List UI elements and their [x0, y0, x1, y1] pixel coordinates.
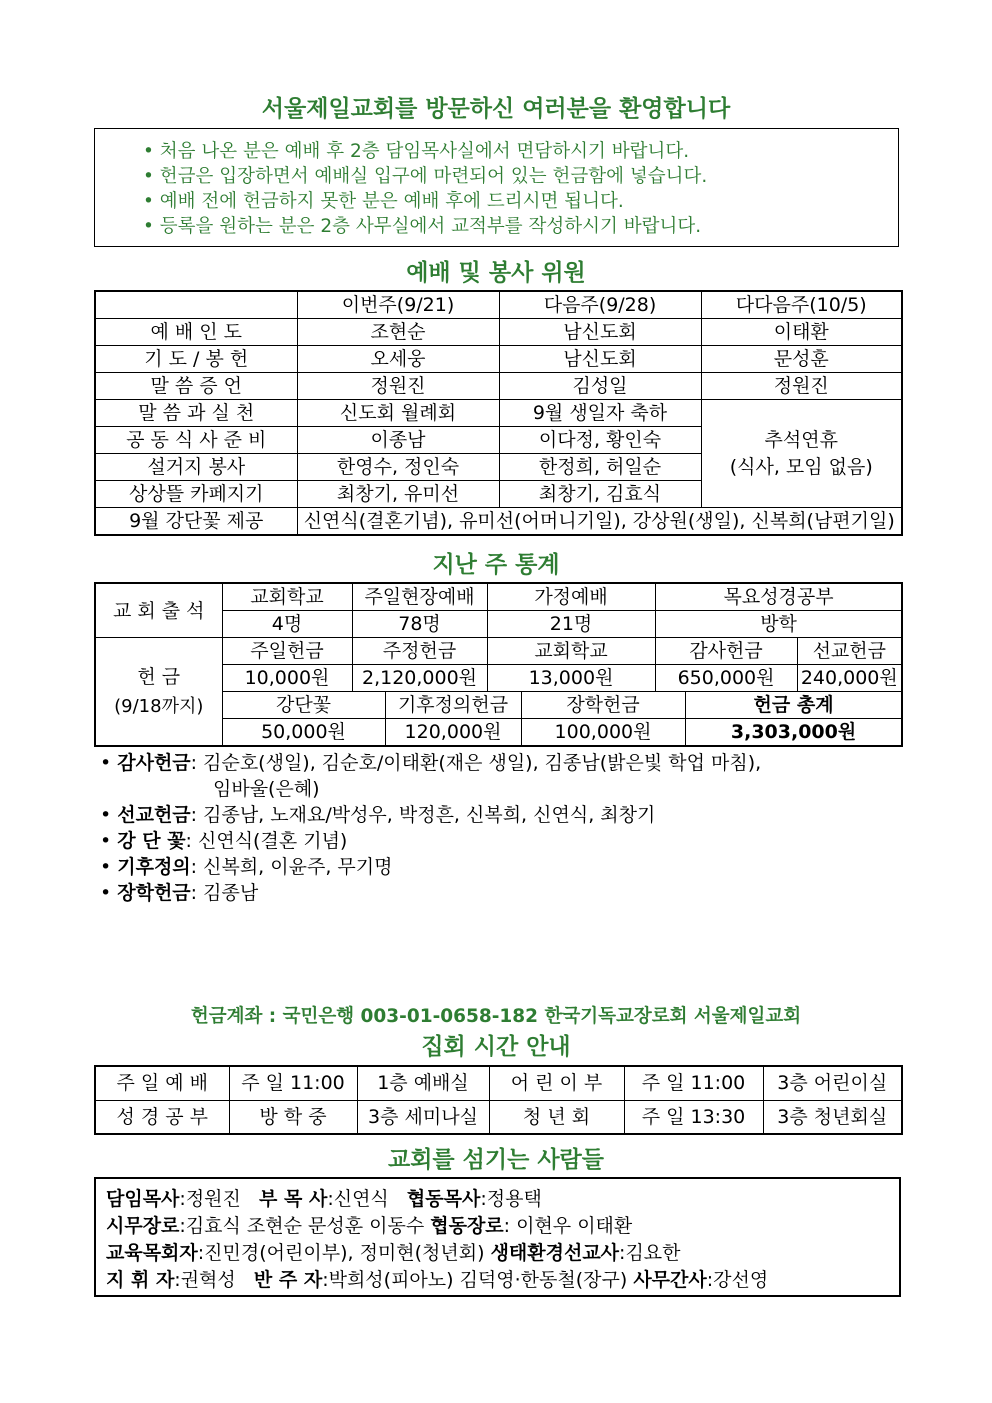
- service-cell: 최창기, 유미선: [297, 481, 499, 508]
- offering-value: 650,000원: [655, 665, 797, 692]
- meeting-cell: 성 경 공 부: [95, 1100, 229, 1134]
- offering-value: 100,000원: [521, 719, 685, 747]
- service-role: 말 씀 과 실 천: [95, 400, 297, 427]
- offering-header: 강단꽃: [222, 692, 385, 719]
- flower-providers: 신연식(결혼기념), 유미선(어머니기일), 강상원(생일), 신복희(남편기일): [297, 508, 902, 536]
- table-row: [95, 583, 902, 611]
- staff-names: :권혁성: [174, 1269, 254, 1291]
- meeting-cell: 방 학 중: [229, 1100, 357, 1134]
- welcome-item: • 처음 나온 분은 예배 후 2층 담임목사실에서 면담하시기 바랍니다.: [143, 139, 898, 164]
- donor-names: : 김순호(생일), 김순호/이태환(재은 생일), 김종남(밝은빛 학업 마침),: [190, 752, 762, 774]
- offering-header: 선교헌금: [797, 638, 902, 665]
- staff-names: :정용택: [480, 1188, 542, 1210]
- service-header-row: [95, 291, 902, 319]
- staff-role: 생태환경선교사: [490, 1242, 620, 1264]
- table-row: [95, 1066, 902, 1100]
- service-cell: 이종남: [297, 427, 499, 454]
- attendance-header: 주일현장예배: [352, 583, 487, 611]
- attendance-value: 방학: [655, 611, 902, 638]
- staff-line: [106, 1267, 889, 1294]
- service-header-cell: 이번주(9/21): [297, 291, 499, 319]
- attendance-value: 4명: [222, 611, 352, 638]
- offering-value: 50,000원: [222, 719, 385, 747]
- staff-title: 교회를 섬기는 사람들: [388, 1147, 604, 1173]
- offering-value: 2,120,000원: [352, 665, 487, 692]
- service-cell: 문성훈: [701, 346, 902, 373]
- holiday-note-line: 추석연휴: [764, 428, 838, 451]
- attendance-header: 교회학교: [222, 583, 352, 611]
- staff-line: [106, 1213, 889, 1240]
- service-header-cell: 다다음주(10/5): [701, 291, 902, 319]
- service-cell: 이다정, 황인숙: [499, 427, 701, 454]
- table-row: [95, 346, 902, 373]
- service-cell: 이태환: [701, 319, 902, 346]
- offering-value: 240,000원: [797, 665, 902, 692]
- staff-role: 반 주 자: [253, 1269, 323, 1291]
- attendance-label: 교 회 출 석: [95, 583, 222, 638]
- welcome-item: • 헌금은 입장하면서 예배실 입구에 마련되어 있는 헌금함에 넣습니다.: [143, 164, 898, 189]
- list-item-continued: [100, 776, 900, 802]
- attendance-header: 가정예배: [487, 583, 655, 611]
- meeting-cell: 1층 예배실: [357, 1066, 489, 1100]
- list-item: • 기후정의: 신복희, 이윤주, 무기명: [100, 856, 393, 878]
- offering-value: 10,000원: [222, 665, 352, 692]
- offering-header: 주일헌금: [222, 638, 352, 665]
- staff-names: :김요한: [619, 1242, 681, 1264]
- donor-list: [100, 750, 900, 906]
- meeting-cell: 주 일 11:00: [624, 1066, 763, 1100]
- offering-total-value: 3,303,000원: [685, 719, 902, 747]
- offering-label: [95, 638, 222, 747]
- donor-names: : 신연식(결혼 기념): [185, 830, 348, 852]
- service-cell: 최창기, 김효식: [499, 481, 701, 508]
- service-cell: 한영수, 정인숙: [297, 454, 499, 481]
- donor-label: 선교헌금: [117, 804, 191, 826]
- donor-names: : 김종남: [190, 882, 259, 904]
- service-role: 기 도 / 봉 헌: [95, 346, 297, 373]
- staff-role: 지 휘 자: [106, 1269, 175, 1291]
- offering-account: 헌금계좌 : 국민은행 003-01-0658-182 한국기독교장로회 서울제일교회: [190, 1006, 802, 1027]
- service-cell: 남신도회: [499, 319, 701, 346]
- service-role: 설거지 봉사: [95, 454, 297, 481]
- holiday-note-line: (식사, 모임 없음): [729, 455, 873, 478]
- staff-names: :강선영: [706, 1269, 769, 1291]
- staff-line: [106, 1240, 889, 1267]
- service-cell: 오세웅: [297, 346, 499, 373]
- table-row: [95, 373, 902, 400]
- service-header-cell: 다음주(9/28): [499, 291, 701, 319]
- meeting-cell: 청 년 회: [489, 1100, 624, 1134]
- list-item: • 감사헌금: 김순호(생일), 김순호/이태환(재은 생일), 김종남(밝은빛 학업 마침),: [100, 752, 762, 774]
- welcome-title: 서울제일교회를 방문하신 여러분을 환영합니다: [261, 96, 731, 122]
- service-cell: 조현순: [297, 319, 499, 346]
- service-role: 공 동 식 사 준 비: [95, 427, 297, 454]
- offering-value: 13,000원: [487, 665, 655, 692]
- meeting-cell: 3층 어린이실: [763, 1066, 902, 1100]
- staff-names: :진민경(어린이부), 정미현(청년회): [197, 1242, 491, 1264]
- donor-label: 감사헌금: [117, 752, 191, 774]
- table-row: [95, 508, 902, 536]
- staff-role: 협동장로: [430, 1215, 504, 1237]
- donor-label: 기후정의: [117, 856, 191, 878]
- donor-names: : 김종남, 노재요/박성우, 박정흔, 신복희, 신연식, 최창기: [190, 804, 656, 826]
- meetings-title: 집회 시간 안내: [421, 1034, 571, 1060]
- service-role: 상상뜰 카페지기: [95, 481, 297, 508]
- welcome-item: • 예배 전에 헌금하지 못한 분은 예배 후에 드리시면 됩니다.: [143, 189, 898, 214]
- service-table: [94, 290, 903, 536]
- service-title: 예배 및 봉사 위원: [406, 260, 586, 286]
- offering-header: 교회학교: [487, 638, 655, 665]
- meetings-table: [94, 1065, 903, 1135]
- table-row: [95, 1100, 902, 1134]
- staff-role: 협동목사: [406, 1188, 481, 1210]
- holiday-note: [701, 400, 902, 508]
- service-role: 말 씀 증 언: [95, 373, 297, 400]
- meeting-cell: 주 일 예 배: [95, 1066, 229, 1100]
- staff-names: :신연식: [327, 1188, 407, 1210]
- offering-period: (9/18까지): [114, 695, 204, 717]
- offering-header: 기후정의헌금: [385, 692, 521, 719]
- list-item: • 강 단 꽃: 신연식(결혼 기념): [100, 830, 348, 852]
- service-cell: 정원진: [297, 373, 499, 400]
- offering-value: 120,000원: [385, 719, 521, 747]
- staff-role: 부 목 사: [259, 1188, 328, 1210]
- welcome-list: [95, 129, 898, 239]
- donor-names: 임바울(은혜): [213, 778, 320, 800]
- stats-title: 지난 주 통계: [432, 552, 560, 578]
- staff-role: 시무장로: [106, 1215, 180, 1237]
- service-cell: 9월 생일자 축하: [499, 400, 701, 427]
- offering-label-text: 헌 금: [137, 665, 181, 688]
- offering-total-header: 헌금 총계: [685, 692, 902, 719]
- service-role: 예 배 인 도: [95, 319, 297, 346]
- offering-header: 장학헌금: [521, 692, 685, 719]
- staff-names: :김효식 조현순 문성훈 이동수: [179, 1215, 431, 1237]
- staff-role: 교육목회자: [106, 1242, 198, 1264]
- staff-line: [106, 1186, 889, 1213]
- staff-role: 사무간사: [633, 1269, 707, 1291]
- staff-names: :박희성(피아노) 김덕영·한동철(장구): [322, 1269, 634, 1291]
- service-cell: 김성일: [499, 373, 701, 400]
- meeting-cell: 주 일 13:30: [624, 1100, 763, 1134]
- list-item: • 장학헌금: 김종남: [100, 882, 259, 904]
- offering-header: 주정헌금: [352, 638, 487, 665]
- table-row: [95, 638, 902, 665]
- meeting-cell: 3층 세미나실: [357, 1100, 489, 1134]
- attendance-value: 21명: [487, 611, 655, 638]
- attendance-header: 목요성경공부: [655, 583, 902, 611]
- service-cell: 남신도회: [499, 346, 701, 373]
- service-cell: 신도회 월례회: [297, 400, 499, 427]
- staff-names: : 이현우 이태환: [503, 1215, 633, 1237]
- staff-names: :정원진: [179, 1188, 260, 1210]
- welcome-item: • 등록을 원하는 분은 2층 사무실에서 교적부를 작성하시기 바랍니다.: [143, 214, 898, 239]
- service-cell: 정원진: [701, 373, 902, 400]
- service-cell: 한정희, 허일순: [499, 454, 701, 481]
- service-role: 9월 강단꽃 제공: [95, 508, 297, 536]
- staff-box: [94, 1177, 901, 1297]
- donor-label: 장학헌금: [117, 882, 191, 904]
- stats-table: [94, 582, 903, 747]
- meeting-cell: 어 린 이 부: [489, 1066, 624, 1100]
- welcome-notice-box: [94, 128, 899, 247]
- table-row: [95, 319, 902, 346]
- meeting-cell: 3층 청년회실: [763, 1100, 902, 1134]
- list-item: • 선교헌금: 김종남, 노재요/박성우, 박정흔, 신복희, 신연식, 최창기: [100, 804, 656, 826]
- staff-role: 담임목사: [106, 1188, 180, 1210]
- table-row: [95, 400, 902, 427]
- attendance-value: 78명: [352, 611, 487, 638]
- meeting-cell: 주 일 11:00: [229, 1066, 357, 1100]
- service-header-cell: [95, 291, 297, 319]
- offering-header: 감사헌금: [655, 638, 797, 665]
- donor-names: : 신복희, 이윤주, 무기명: [190, 856, 393, 878]
- donor-label: 강 단 꽃: [117, 830, 186, 852]
